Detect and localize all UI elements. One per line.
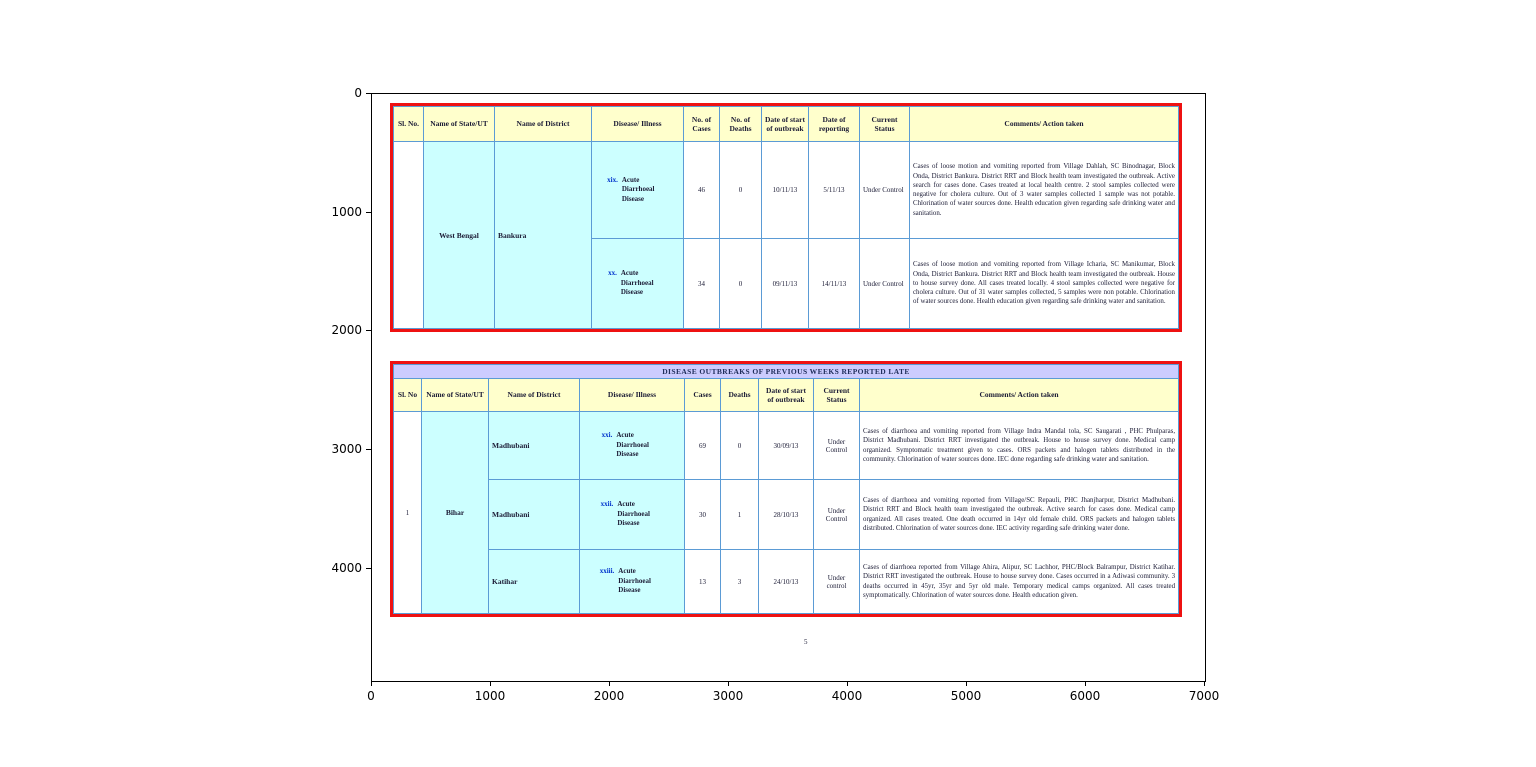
x-axis-tick-label: 6000 xyxy=(1069,689,1101,703)
cell-cases: 13 xyxy=(685,550,721,614)
col-header-district: Name of District xyxy=(495,107,592,142)
cell-disease xyxy=(580,480,685,550)
outbreak-table-current-week xyxy=(390,103,1182,332)
document-page-number: 5 xyxy=(804,638,808,646)
x-axis-tick-label: 3000 xyxy=(712,689,744,703)
disease-roman-numeral: xxi. xyxy=(601,431,613,440)
cell-status: Under Control xyxy=(860,239,910,329)
col-header-start-date: Date of start of outbreak xyxy=(759,379,814,412)
col-header-status: Current Status xyxy=(814,379,860,412)
disease-roman-numeral: xix. xyxy=(607,175,618,184)
cell-status: Under control xyxy=(814,550,860,614)
y-axis-tick-label: 2000 xyxy=(331,323,362,337)
cell-sl-no xyxy=(394,142,424,329)
col-header-disease: Disease/ Illness xyxy=(592,107,684,142)
disease-roman-numeral: xxii. xyxy=(600,500,614,509)
x-axis-tick-label: 1000 xyxy=(474,689,506,703)
x-axis-tick-label: 0 xyxy=(367,689,375,703)
cell-district: Madhubani xyxy=(489,480,580,550)
col-header-deaths: No. of Deaths xyxy=(720,107,762,142)
cell-comments: Cases of diarrhoea reported from Village Ahira, Alipur, SC Lachhor, PHC/Block Balrampur, District Katihar. District RRT investigated the outbreak. House to house survey done. Cases occurred in a Adiwasi community. 3 deaths occurred in 45yr, 35yr and 5yr old male. Temporary medical camps organized. All cases treated symptomatically. Chlorination of water sources done. Health education given. xyxy=(860,550,1179,614)
cell-state: Bihar xyxy=(422,412,489,614)
cell-sl-no: 1 xyxy=(394,412,422,614)
y-axis-tick-label: 4000 xyxy=(331,561,362,575)
col-header-comments: Comments/ Action taken xyxy=(910,107,1179,142)
cell-disease xyxy=(580,412,685,480)
col-header-comments: Comments/ Action taken xyxy=(860,379,1179,412)
cell-deaths: 1 xyxy=(721,480,759,550)
disease-name: Acute Diarrhoeal Disease xyxy=(616,431,650,459)
cell-status: Under Control xyxy=(814,412,860,480)
x-axis-tick-label: 5000 xyxy=(950,689,982,703)
cell-report-date: 5/11/13 xyxy=(809,142,860,239)
col-header-status: Current Status xyxy=(860,107,910,142)
col-header-state: Name of State/UT xyxy=(424,107,495,142)
col-header-deaths: Deaths xyxy=(721,379,759,412)
disease-roman-numeral: xxiii. xyxy=(599,567,615,576)
cell-start-date: 10/11/13 xyxy=(762,142,809,239)
col-header-sl-no: Sl. No xyxy=(394,379,422,412)
col-header-cases: Cases xyxy=(685,379,721,412)
cell-start-date: 30/09/13 xyxy=(759,412,814,480)
cell-status: Under Control xyxy=(814,480,860,550)
cell-deaths: 0 xyxy=(720,239,762,329)
cell-disease xyxy=(580,550,685,614)
cell-district: Bankura xyxy=(495,142,592,329)
col-header-start-date: Date of start of outbreak xyxy=(762,107,809,142)
disease-roman-numeral: xx. xyxy=(608,269,617,278)
cell-status: Under Control xyxy=(860,142,910,239)
table-title-banner: DISEASE OUTBREAKS OF PREVIOUS WEEKS REPORTED LATE xyxy=(394,365,1179,379)
cell-cases: 30 xyxy=(685,480,721,550)
col-header-state: Name of State/UT xyxy=(422,379,489,412)
cell-cases: 69 xyxy=(685,412,721,480)
disease-name: Acute Diarrhoeal Disease xyxy=(620,269,654,297)
cell-cases: 34 xyxy=(684,239,720,329)
cell-comments: Cases of diarrhoea and vomiting reported from Village Indra Mandal tola, SC Saugarati , PHC Phulparas, District Madhubani. District RRT investigated the outbreak. House to house survey done. Medical camp organized. Symptomatic treatment given to cases. ORS packets and halogen tablets distributed in the community. Chlorination of water sources done. IEC done regarding safe drinking water and sanitation. xyxy=(860,412,1179,480)
cell-comments: Cases of loose motion and vomiting reported from Village Icharia, SC Manikumar, Block Onda, District Bankura. District RRT and Block health team investigated the outbreak. House to house survey done. All cases treated locally. 4 stool samples collected were negative for cholera culture. Out of 31 water samples collected, 5 samples were non potable. Chlorination of water sources done. Health education given regarding safe drinking water and sanitation. xyxy=(910,239,1179,329)
cell-deaths: 3 xyxy=(721,550,759,614)
outbreak-table-previous-weeks xyxy=(390,361,1182,617)
disease-name: Acute Diarrhoeal Disease xyxy=(618,567,651,595)
cell-disease xyxy=(592,239,684,329)
y-axis-tick-label: 0 xyxy=(354,86,362,100)
cell-report-date: 14/11/13 xyxy=(809,239,860,329)
cell-deaths: 0 xyxy=(720,142,762,239)
y-axis-tick-label: 1000 xyxy=(331,205,362,219)
cell-start-date: 24/10/13 xyxy=(759,550,814,614)
disease-name: Acute Diarrhoeal Disease xyxy=(617,500,650,528)
cell-cases: 46 xyxy=(684,142,720,239)
x-axis-tick-label: 4000 xyxy=(831,689,863,703)
cell-state: West Bengal xyxy=(424,142,495,329)
col-header-district: Name of District xyxy=(489,379,580,412)
col-header-cases: No. of Cases xyxy=(684,107,720,142)
cell-start-date: 28/10/13 xyxy=(759,480,814,550)
disease-name: Acute Diarrhoeal Disease xyxy=(621,175,655,203)
cell-comments: Cases of diarrhoea and vomiting reported from Village/SC Repauli, PHC Jhanjharpur, District Madhubani. District RRT and Block health team investigated the outbreak. Active search for cases done. Medical camp organized. All cases treated. One death occurred in 14yr old female child. ORS packets and halogen tablets distributed. Chlorination of water sources done. IEC activity regarding safe drinking water done. xyxy=(860,480,1179,550)
x-axis-tick-label: 7000 xyxy=(1188,689,1220,703)
cell-comments: Cases of loose motion and vomiting reported from Village Dahlah, SC Binodnagar, Block Onda, District Bankura. District RRT and Block health team investigated the outbreak. Active search for cases done. Cases treated at local health centre. 2 stool samples collected were negative for cholera culture. Out of 3 water samples collected 1 sample was not potable. Chlorination of water sources done. Health education given regarding safe drinking water and sanitation. xyxy=(910,142,1179,239)
cell-deaths: 0 xyxy=(721,412,759,480)
cell-district: Madhubani xyxy=(489,412,580,480)
col-header-report-date: Date of reporting xyxy=(809,107,860,142)
cell-district: Katihar xyxy=(489,550,580,614)
plot-area xyxy=(371,93,1206,682)
cell-start-date: 09/11/13 xyxy=(762,239,809,329)
col-header-disease: Disease/ Illness xyxy=(580,379,685,412)
cell-disease xyxy=(592,142,684,239)
y-axis-tick-label: 3000 xyxy=(331,442,362,456)
col-header-sl-no: Sl. No. xyxy=(394,107,424,142)
x-axis-tick-label: 2000 xyxy=(593,689,625,703)
